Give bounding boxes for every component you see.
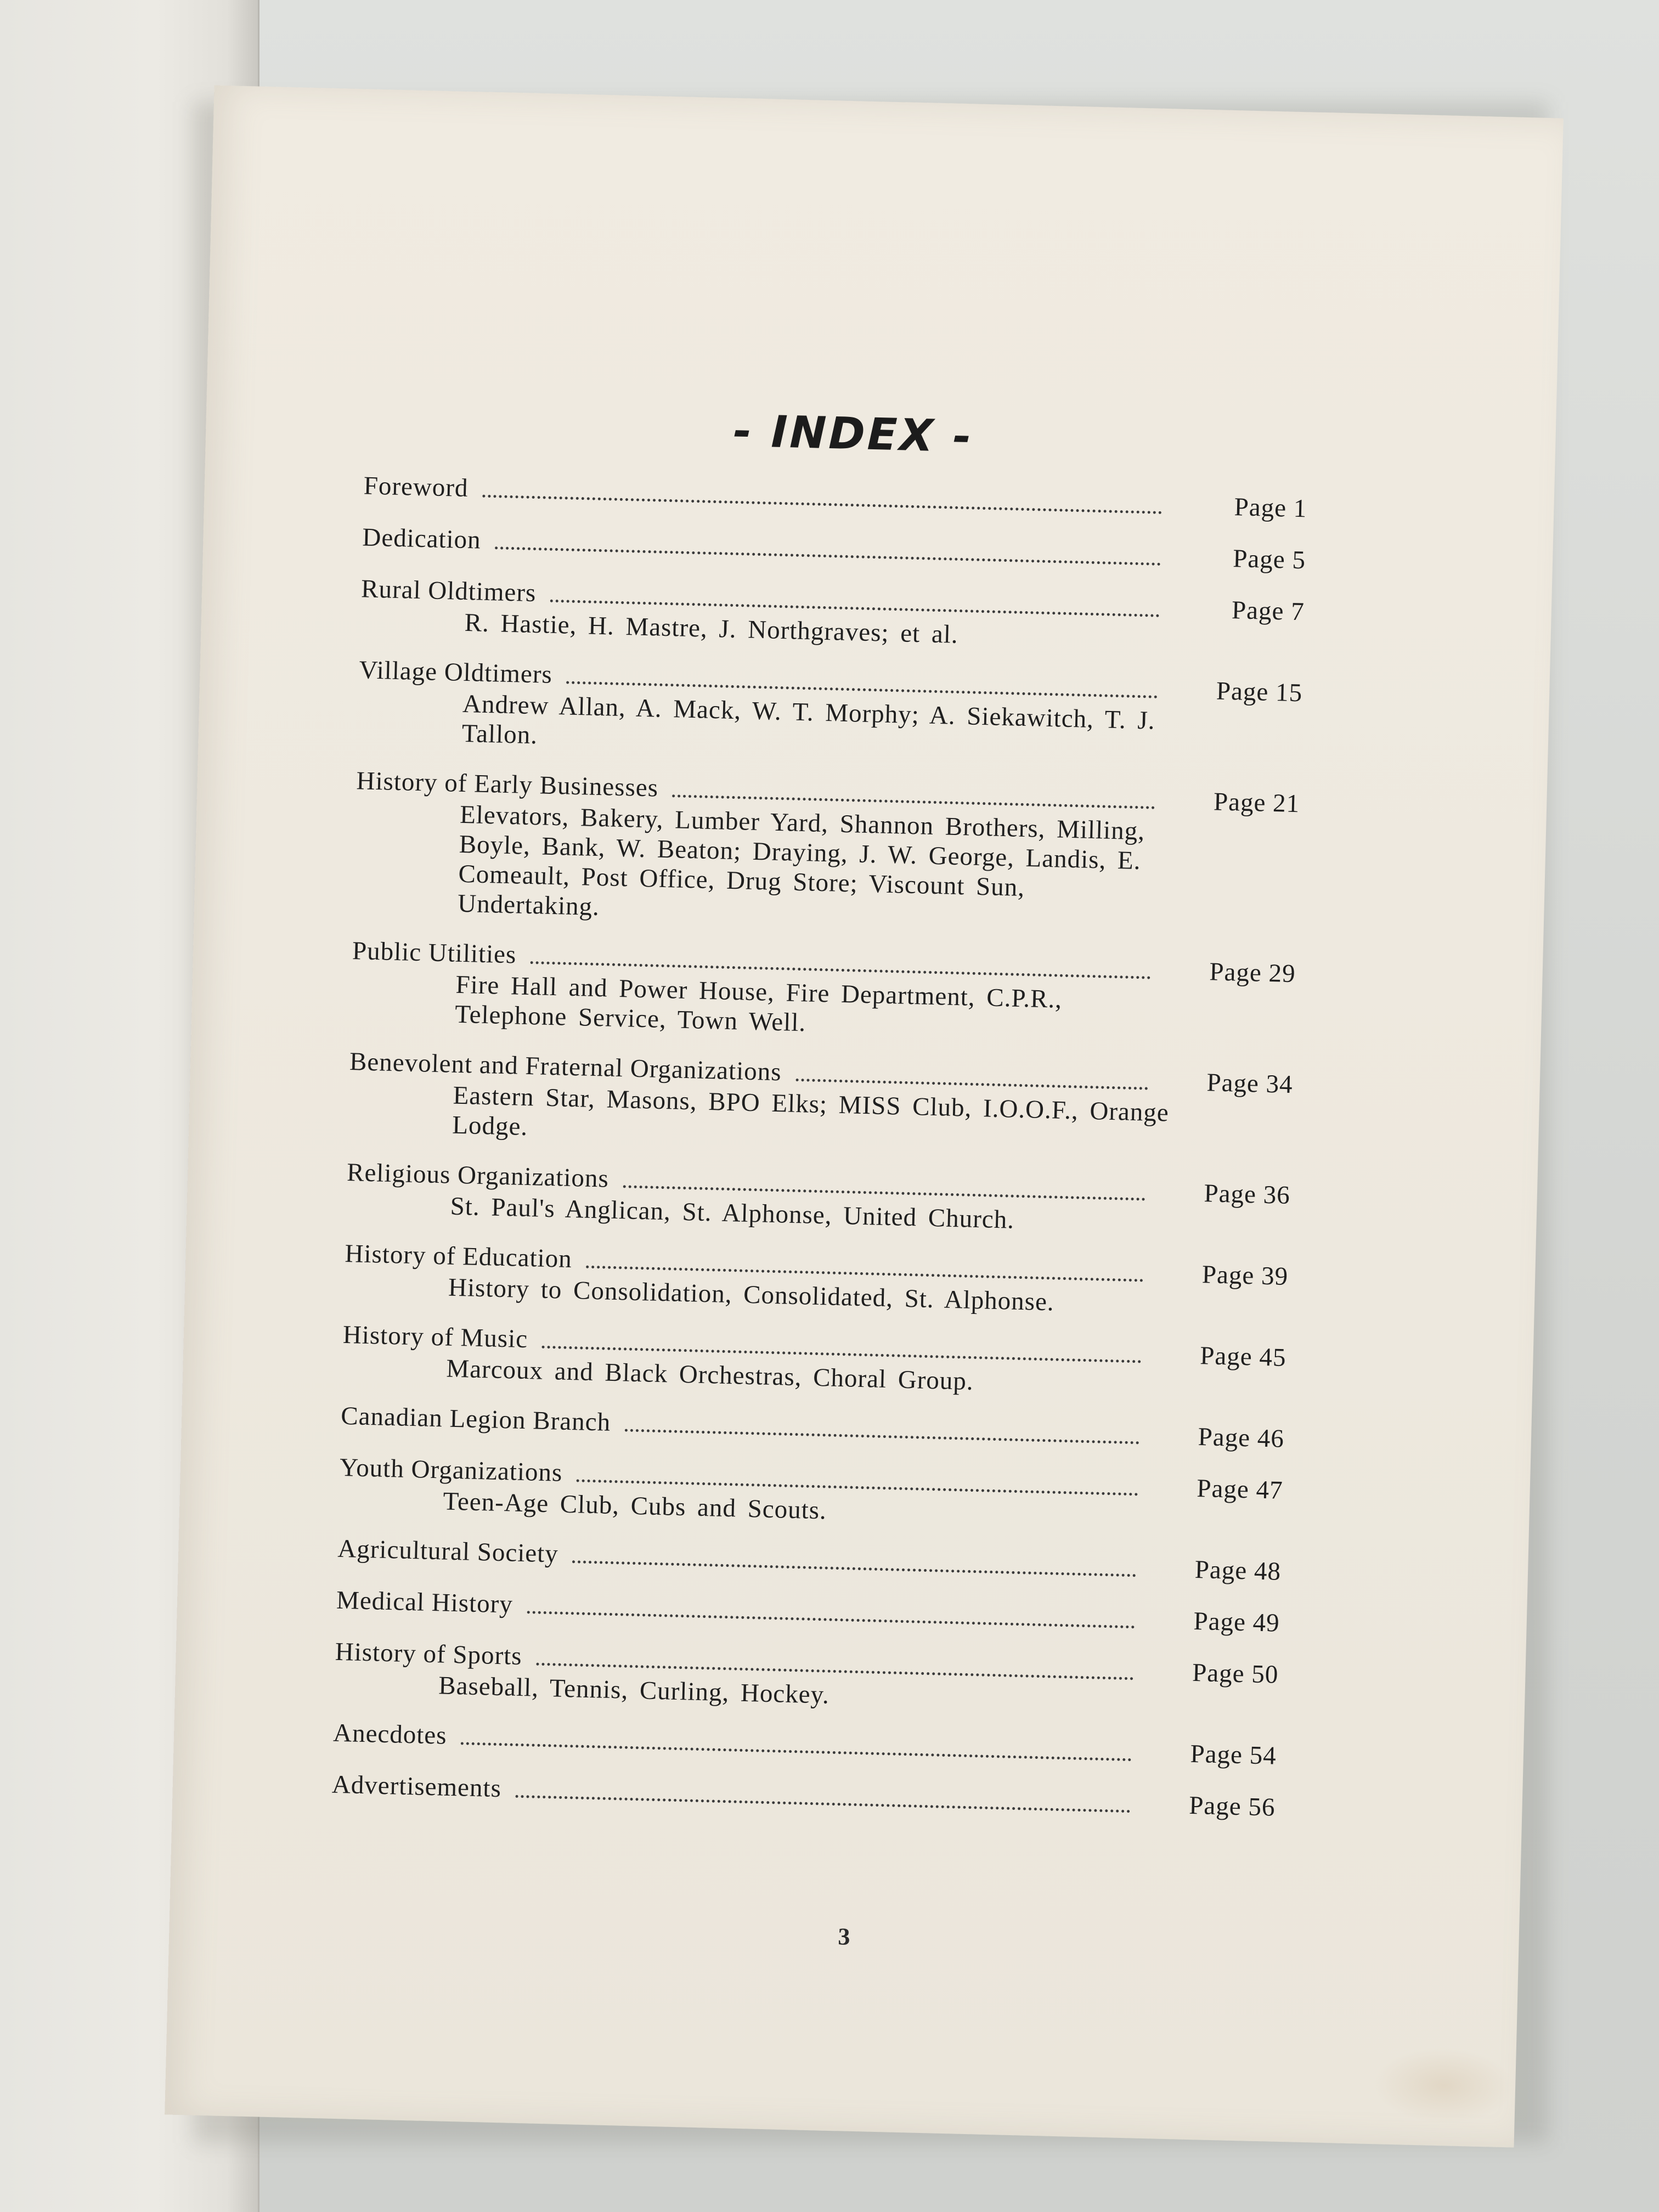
index-entry-page: Page 21 bbox=[1213, 787, 1300, 819]
index-entry-title: Canadian Legion Branch bbox=[340, 1401, 611, 1437]
index-entry-title: History of Education bbox=[344, 1239, 573, 1274]
index-content bbox=[331, 396, 1309, 1842]
index-entry bbox=[336, 1584, 1280, 1640]
index-entries bbox=[331, 469, 1307, 1824]
index-entry-title: Advertisements bbox=[331, 1770, 502, 1803]
index-entry-title: Medical History bbox=[336, 1585, 514, 1619]
index-entry-subtopics: Elevators, Bakery, Lumber Yard, Shannon Brothers, Milling, Boyle, Bank, W. Beaton; Draying, J. W. George, Landis, E. Comeault, Post Office, Drug Store; Viscount Sun, Undertaking. bbox=[457, 800, 1146, 922]
paper-stain bbox=[1372, 2045, 1516, 2125]
index-entry bbox=[353, 764, 1300, 939]
index-entry-page: Page 39 bbox=[1201, 1260, 1289, 1291]
dot-leader bbox=[482, 495, 1162, 514]
dot-leader bbox=[625, 1429, 1139, 1444]
dot-leader bbox=[461, 1742, 1131, 1761]
index-entry bbox=[360, 572, 1305, 658]
index-entry-subtopics: Teen-Age Club, Cubs and Scouts. bbox=[442, 1487, 827, 1525]
index-entry-page: Page 45 bbox=[1199, 1341, 1287, 1372]
index-entry-page: Page 15 bbox=[1216, 676, 1303, 708]
index-entry-page: Page 48 bbox=[1194, 1555, 1282, 1586]
page-number: 3 bbox=[837, 1923, 851, 1950]
index-entry-line bbox=[331, 1768, 1276, 1824]
index-entry-subtopics: Andrew Allan, A. Mack, W. T. Morphy; A. Siekawitch, T. J. Tallon. bbox=[461, 689, 1156, 750]
index-entry-subtopics: Baseball, Tennis, Curling, Hockey. bbox=[438, 1671, 830, 1709]
index-entry-title: Anecdotes bbox=[332, 1718, 448, 1750]
dot-leader bbox=[495, 546, 1161, 566]
index-entry-title: Foreword bbox=[363, 471, 469, 503]
index-entry bbox=[346, 1156, 1290, 1242]
index-entry-title: Benevolent and Fraternal Organizations bbox=[349, 1047, 782, 1087]
index-entry bbox=[331, 1768, 1276, 1824]
index-entry-title: History of Music bbox=[342, 1320, 528, 1354]
index-entry bbox=[348, 1045, 1294, 1160]
index-entry-title: Religious Organizations bbox=[346, 1158, 610, 1193]
index-entry-page: Page 36 bbox=[1203, 1179, 1291, 1210]
index-entry-subtopics: Marcoux and Black Orchestras, Choral Group. bbox=[445, 1354, 974, 1396]
index-entry bbox=[344, 1237, 1289, 1323]
index-entry-title: Agricultural Society bbox=[337, 1534, 559, 1568]
index-entry bbox=[334, 1635, 1279, 1721]
index-entry-subtopics: Eastern Star, Masons, BPO Elks; MISS Club, I.O.O.F., Orange Lodge. bbox=[452, 1081, 1170, 1142]
index-entry-line bbox=[362, 521, 1306, 577]
index-entry-page: Page 1 bbox=[1234, 493, 1307, 523]
index-entry-line bbox=[363, 469, 1307, 525]
index-entry bbox=[357, 653, 1303, 769]
index-entry-page: Page 34 bbox=[1206, 1068, 1294, 1099]
index-entry bbox=[338, 1451, 1283, 1537]
dot-leader bbox=[795, 1079, 1148, 1090]
index-entry-page: Page 47 bbox=[1196, 1474, 1284, 1505]
index-entry-page: Page 46 bbox=[1198, 1423, 1285, 1453]
index-entry-page: Page 56 bbox=[1188, 1791, 1276, 1822]
index-entry-line bbox=[333, 1717, 1277, 1773]
index-entry-page: Page 49 bbox=[1193, 1606, 1280, 1638]
index-entry bbox=[363, 469, 1307, 525]
index-page bbox=[165, 86, 1564, 2148]
index-entry-line bbox=[341, 1400, 1285, 1455]
index-entry bbox=[362, 521, 1306, 577]
dot-leader bbox=[572, 1560, 1136, 1577]
index-entry-title: History of Sports bbox=[335, 1637, 523, 1671]
index-entry-page: Page 50 bbox=[1192, 1658, 1279, 1689]
index-entry-page: Page 29 bbox=[1209, 957, 1296, 989]
index-entry-subtopics: Fire Hall and Power House, Fire Department, C.P.R., Telephone Service, Town Well. bbox=[454, 970, 1063, 1037]
dot-leader bbox=[515, 1795, 1130, 1813]
index-entry-subtopics: R. Hastie, H. Mastre, J. Northgraves; et al. bbox=[464, 608, 959, 649]
index-title: - INDEX - bbox=[732, 405, 974, 462]
index-entry-title: Rural Oldtimers bbox=[360, 574, 537, 608]
index-entry bbox=[342, 1318, 1286, 1404]
index-entry-title: Youth Organizations bbox=[339, 1453, 563, 1487]
index-entry bbox=[337, 1532, 1282, 1588]
index-entry-subtopics: St. Paul's Anglican, St. Alphonse, United Church. bbox=[450, 1192, 1015, 1234]
index-entry-line bbox=[337, 1532, 1282, 1588]
dot-leader bbox=[527, 1611, 1135, 1628]
index-entry-title: Public Utilities bbox=[352, 936, 517, 969]
index-entry-line bbox=[336, 1584, 1280, 1640]
index-entry-subtopics: History to Consolidation, Consolidated, St. Alphonse. bbox=[448, 1273, 1055, 1317]
index-entry bbox=[333, 1717, 1277, 1773]
index-entry-title: Village Oldtimers bbox=[358, 656, 553, 689]
index-entry bbox=[351, 934, 1296, 1049]
index-entry bbox=[341, 1400, 1285, 1455]
index-entry-page: Page 7 bbox=[1231, 596, 1305, 627]
index-entry-title: History of Early Businesses bbox=[356, 766, 659, 803]
index-entry-title: Dedication bbox=[362, 523, 482, 555]
index-entry-page: Page 54 bbox=[1190, 1739, 1277, 1770]
index-entry-page: Page 5 bbox=[1232, 544, 1306, 575]
